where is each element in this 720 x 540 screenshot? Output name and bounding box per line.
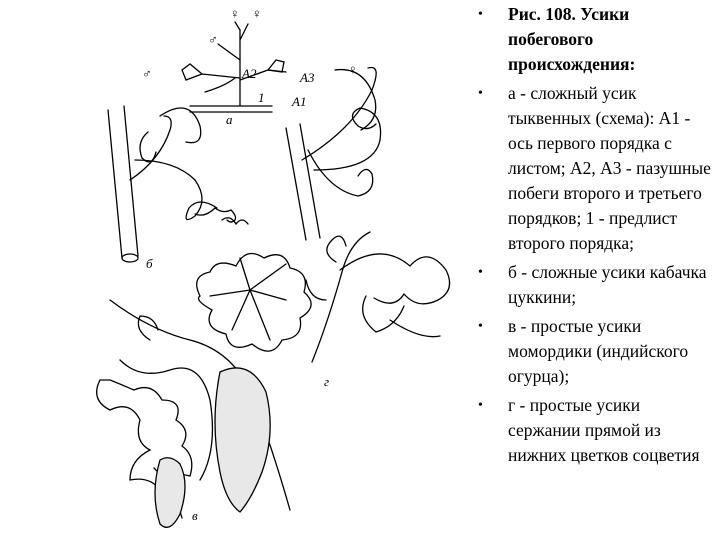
female-sign-label: ♀ bbox=[230, 6, 240, 21]
label-one: 1 bbox=[258, 90, 265, 105]
male-sign-label-2: ♂ bbox=[142, 66, 152, 81]
caption-text-a: а - сложный усик тыквенных (схема): А1 - ось первого порядка с листом; А2, А3 - пазушные побеги второго и третьего порядков; 1 - предлист второго порядка; bbox=[508, 83, 711, 253]
caption-list bbox=[476, 2, 716, 468]
label-a2: A2 bbox=[242, 66, 257, 81]
bullet-mark: • bbox=[478, 86, 483, 101]
female-sign-label-2: ♀ bbox=[252, 6, 262, 21]
label-g: г bbox=[324, 374, 330, 389]
bullet-mark: • bbox=[478, 7, 483, 22]
caption-item-g bbox=[476, 393, 716, 468]
leaf-b bbox=[197, 254, 311, 352]
caption-item-b bbox=[476, 260, 716, 310]
caption-text-v: в - простые усики момордики (индийского огурца); bbox=[508, 316, 689, 386]
label-b: б bbox=[146, 256, 153, 271]
plant-g bbox=[306, 232, 450, 362]
bullet-mark: • bbox=[478, 319, 483, 334]
female-sign-label-3: ♀ bbox=[348, 62, 358, 77]
caption-text-g: г - простые усики сержании прямой из нижних цветков соцветия bbox=[508, 395, 700, 465]
label-a: а bbox=[226, 112, 233, 127]
bullet-mark: • bbox=[478, 265, 483, 280]
schema-a bbox=[182, 22, 286, 112]
male-sign-label: ♂ bbox=[208, 32, 218, 47]
caption-item-a bbox=[476, 81, 716, 256]
bullet-mark: • bbox=[478, 398, 483, 413]
caption-panel bbox=[476, 2, 716, 472]
caption-item-v bbox=[476, 314, 716, 389]
caption-item-title bbox=[476, 2, 716, 77]
figure-illustration bbox=[90, 0, 470, 540]
label-a1: A1 bbox=[292, 94, 307, 109]
botanical-drawing bbox=[90, 0, 470, 540]
caption-title: Рис. 108. Усики побегового происхождения: bbox=[508, 4, 636, 74]
label-a3: A3 bbox=[300, 70, 315, 85]
caption-text-b: б - сложные усики кабачка цуккини; bbox=[508, 262, 707, 307]
label-v: в bbox=[192, 508, 198, 523]
fruit bbox=[155, 368, 270, 527]
stem-b bbox=[108, 106, 248, 262]
